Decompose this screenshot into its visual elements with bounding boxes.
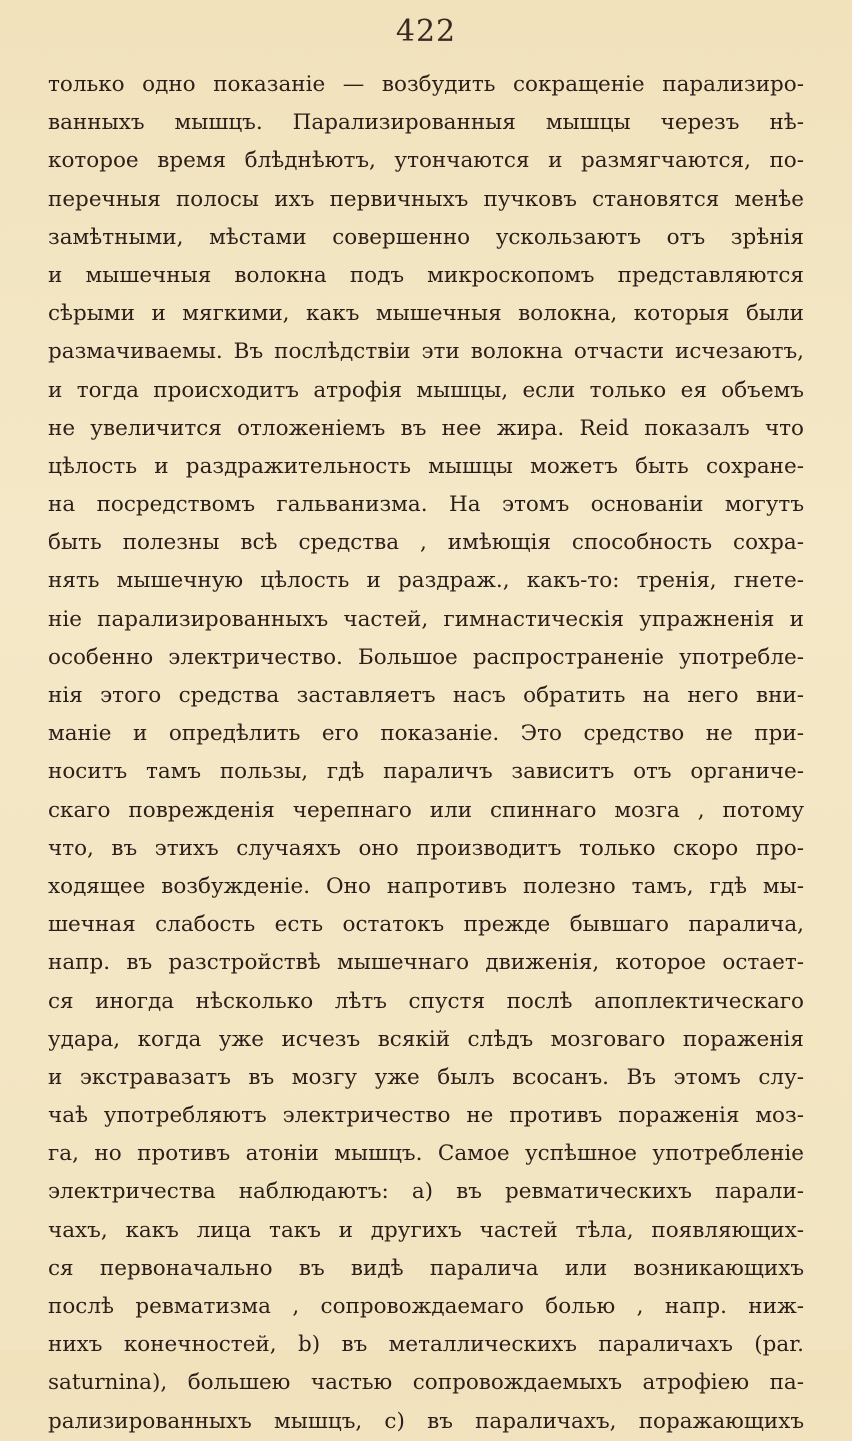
text-line: на посредствомъ гальванизма. На этомъ основаніи могутъ xyxy=(48,492,804,518)
text-line: ся иногда нѣсколько лѣтъ спустя послѣ апоплектическаго xyxy=(48,988,804,1014)
text-line: цѣлость и раздражительность мышцы можетъ быть сохране- xyxy=(48,453,804,479)
text-line: шечная слабость есть остатокъ прежде бывшаго паралича, xyxy=(48,912,804,938)
text-line: перечныя полосы ихъ первичныхъ пучковъ становятся менѣе xyxy=(48,186,804,212)
text-line: нія этого средства заставляетъ насъ обратить на него вни- xyxy=(48,683,804,708)
text-line: удара, когда уже исчезъ всякій слѣдъ мозговаго пораженія xyxy=(48,1026,804,1052)
text-line: чахъ, какъ лица такъ и другихъ частей тѣла, появляющих- xyxy=(48,1217,804,1243)
text-line: нихъ конечностей, b) въ металлическихъ параличахъ (par. xyxy=(48,1332,804,1358)
page-number: 422 xyxy=(395,14,457,49)
text-line: маніе и опредѣлить его показаніе. Это средство не при- xyxy=(48,721,804,747)
text-line: и экстравазатъ въ мозгу уже былъ всосанъ. Въ этомъ слу- xyxy=(48,1064,804,1090)
text-line: особенно электричество. Большое распространеніе употребле- xyxy=(48,644,804,670)
text-line: электричества наблюдаютъ: а) въ ревматическихъ парали- xyxy=(48,1179,804,1205)
text-line: чаѣ употребляютъ электричество не противъ пораженія моз- xyxy=(48,1103,804,1129)
text-line: размачиваемы. Въ послѣдствіи эти волокна отчасти исчезаютъ, xyxy=(48,339,804,365)
text-line: быть полезны всѣ средства , имѣющія способность сохра- xyxy=(48,530,804,556)
text-line: носитъ тамъ пользы, гдѣ параличъ зависитъ отъ органиче- xyxy=(48,759,804,785)
text-line: ніе парализированныхъ частей, гимнастическія упражненія и xyxy=(48,606,804,632)
text-line: не увеличится отложеніемъ въ нее жира. Reid показалъ что xyxy=(48,415,804,441)
text-line: скаго поврежденія черепнаго или спиннаго мозга , потому xyxy=(48,797,804,823)
text-line: рализированныхъ мышцъ, с) въ параличахъ, поражающихъ xyxy=(48,1408,804,1434)
text-line: сѣрыми и мягкими, какъ мышечныя волокна, которыя были xyxy=(48,301,804,327)
text-line: ванныхъ мышцъ. Парализированныя мышцы черезъ нѣ- xyxy=(48,110,804,136)
text-line: что, въ этихъ случаяхъ оно производитъ только скоро про- xyxy=(48,835,804,861)
text-line: только одно показаніе — возбудить сокращеніе парализиро- xyxy=(48,72,804,97)
text-line: и мышечныя волокна подъ микроскопомъ представляются xyxy=(48,262,804,288)
text-line: га, но противъ атоніи мышцъ. Самое успѣшное употребленіе xyxy=(48,1141,804,1167)
text-line: ходящее возбужденіе. Оно напротивъ полезно тамъ, гдѣ мы- xyxy=(48,873,804,899)
text-line: послѣ ревматизма , сопровождаемаго болью , напр. ниж- xyxy=(48,1294,804,1319)
body-text xyxy=(48,66,804,1441)
text-line: напр. въ разстройствѣ мышечнаго движенія, которое остает- xyxy=(48,950,804,976)
text-line: ся первоначально въ видѣ паралича или возникающихъ xyxy=(48,1255,804,1281)
text-line: saturnina), большею частью сопровождаемыхъ атрофіею па- xyxy=(48,1370,804,1396)
text-line: которое время блѣднѣютъ, утончаются и размягчаются, по- xyxy=(48,148,804,174)
text-line: и тогда происходитъ атрофія мышцы, если только ея объемъ xyxy=(48,377,804,403)
text-line: нять мышечную цѣлость и раздраж., какъ-то: тренія, гнете- xyxy=(48,568,804,594)
text-line: замѣтными, мѣстами совершенно ускользаютъ отъ зрѣнія xyxy=(48,224,804,250)
